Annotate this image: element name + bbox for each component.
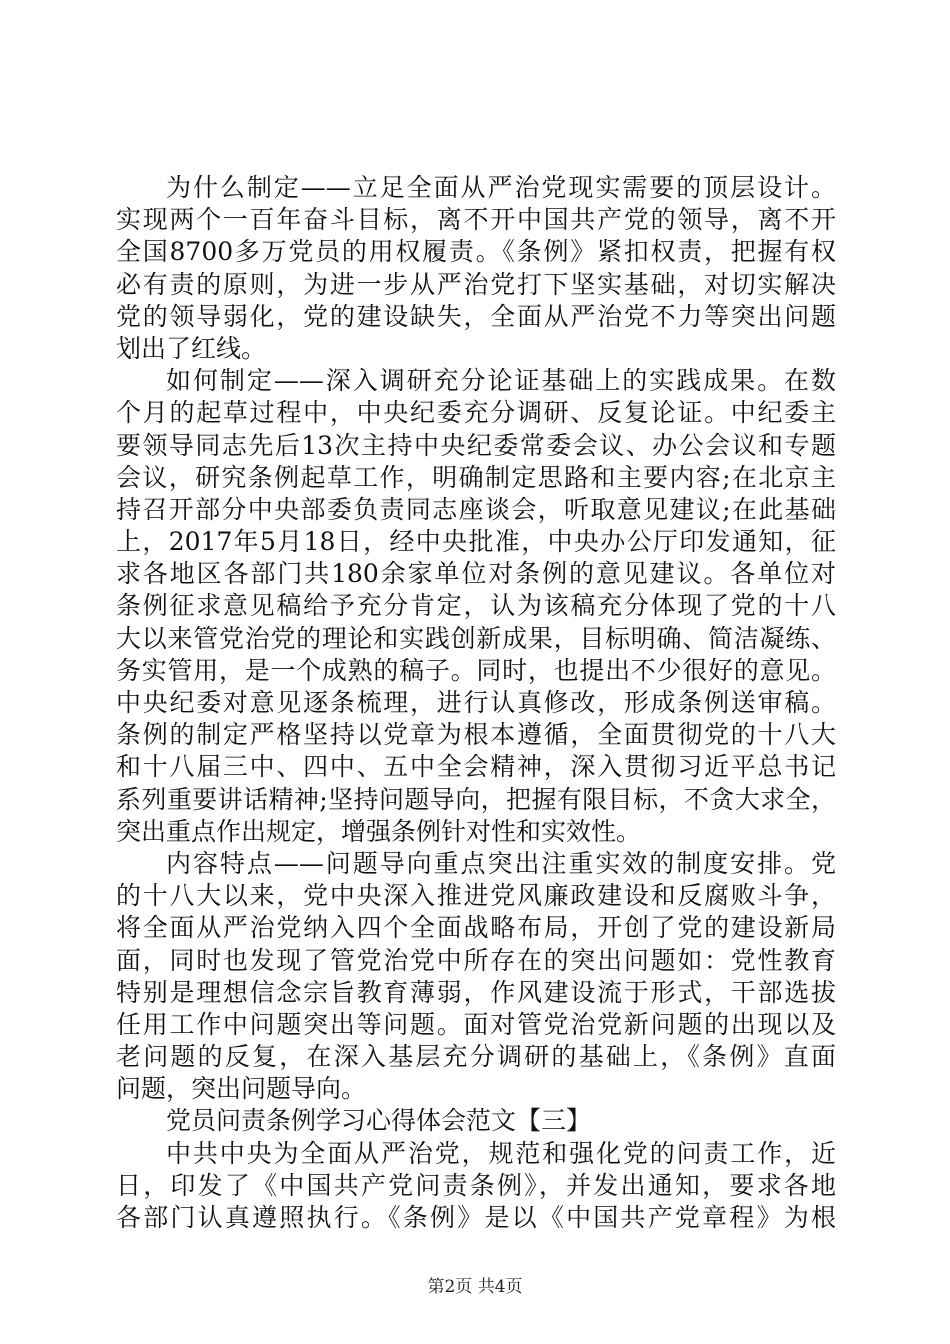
text-line: 将全面从严治党纳入四个全面战略布局，开创了党的建设新局 — [116, 913, 836, 943]
text-line: 实现两个一百年奋斗目标，离不开中国共产党的领导，离不开 — [116, 205, 836, 235]
text-line: 大以来管党治党的理论和实践创新成果，目标明确、简洁凝练、 — [116, 623, 836, 653]
text-line: 中共中央为全面从严治党，规范和强化党的问责工作，近 — [166, 1138, 836, 1168]
text-line: 求各地区各部门共180余家单位对条例的意见建议。各单位对 — [116, 559, 836, 589]
text-line: 内容特点——问题导向重点突出注重实效的制度安排。党 — [166, 848, 836, 878]
text-line: 要领导同志先后13次主持中央纪委常委会议、办公会议和专题 — [116, 430, 836, 460]
text-line: 党员问责条例学习心得体会范文【三】 — [166, 1106, 592, 1136]
text-line: 日，印发了《中国共产党问责条例》，并发出通知，要求各地 — [116, 1170, 836, 1200]
text-line: 条例的制定严格坚持以党章为根本遵循，全面贯彻党的十八大 — [116, 720, 836, 750]
text-line: 个月的起草过程中，中央纪委充分调研、反复论证。中纪委主 — [116, 398, 836, 428]
text-line: 全国8700多万党员的用权履责。《条例》紧扣权责，把握有权 — [116, 237, 836, 267]
page-footer: 第2页 共4页 — [427, 1277, 523, 1297]
text-line: 突出重点作出规定，增强条例针对性和实效性。 — [116, 816, 642, 846]
text-line: 任用工作中问题突出等问题。面对管党治党新问题的出现以及 — [116, 1009, 836, 1039]
text-line: 中央纪委对意见逐条梳理，进行认真修改，形成条例送审稿。 — [116, 688, 836, 717]
text-line: 会议，研究条例起草工作，明确制定思路和主要内容;在北京主 — [116, 462, 836, 492]
text-line: 上，2017年5月18日，经中央批准，中央办公厅印发通知，征 — [116, 527, 836, 557]
text-line: 务实管用，是一个成熟的稿子。同时，也提出不少很好的意见。 — [116, 655, 836, 685]
text-line: 问题，突出问题导向。 — [116, 1074, 367, 1104]
document-body — [116, 172, 836, 1234]
text-line: 条例征求意见稿给予充分肯定，认为该稿充分体现了党的十八 — [116, 591, 836, 621]
text-line: 如何制定——深入调研充分论证基础上的实践成果。在数 — [166, 366, 836, 396]
text-line: 的十八大以来，党中央深入推进党风廉政建设和反腐败斗争， — [116, 881, 836, 911]
text-line: 和十八届三中、四中、五中全会精神，深入贯彻习近平总书记 — [116, 752, 836, 782]
text-line: 系列重要讲话精神;坚持问题导向，把握有限目标，不贪大求全， — [116, 784, 836, 814]
text-line: 持召开部分中央部委负责同志座谈会，听取意见建议;在此基础 — [116, 494, 836, 524]
text-line: 为什么制定——立足全面从严治党现实需要的顶层设计。 — [166, 173, 836, 202]
text-line: 必有责的原则，为进一步从严治党打下坚实基础，对切实解决 — [116, 269, 836, 299]
text-line: 特别是理想信念宗旨教育薄弱，作风建设流于形式，干部选拔 — [116, 977, 836, 1007]
text-line: 老问题的反复，在深入基层充分调研的基础上，《条例》直面 — [116, 1042, 836, 1072]
text-line: 各部门认真遵照执行。《条例》是以《中国共产党章程》为根 — [116, 1203, 836, 1232]
text-line: 党的领导弱化，党的建设缺失，全面从严治党不力等突出问题 — [116, 301, 836, 331]
text-line: 面，同时也发现了管党治党中所存在的突出问题如：党性教育 — [116, 945, 836, 975]
text-line: 划出了红线。 — [116, 333, 267, 363]
